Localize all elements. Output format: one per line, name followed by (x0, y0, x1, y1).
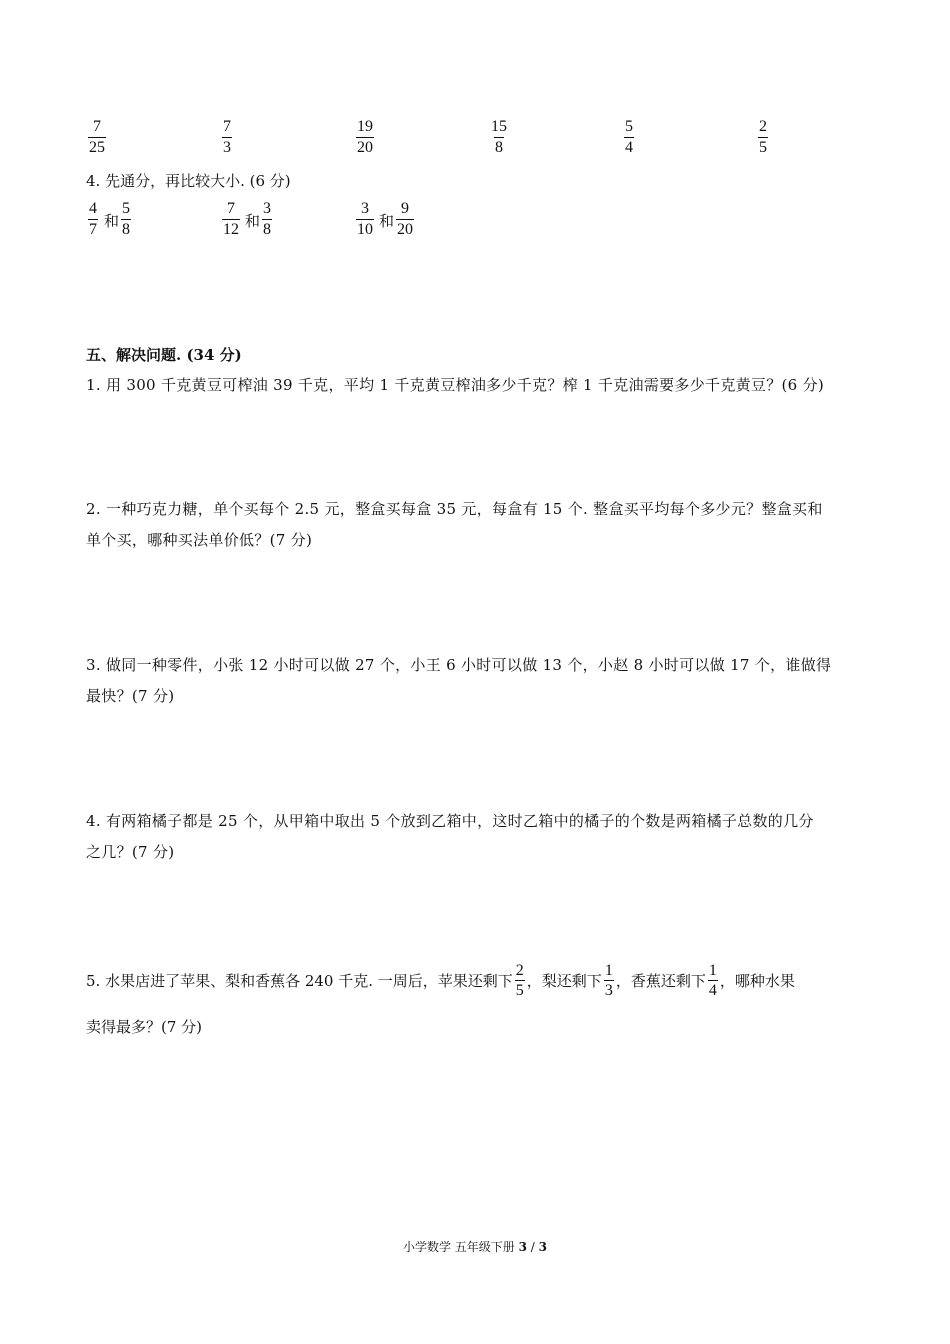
problem-5-fraction-3 (708, 962, 718, 999)
fraction-2 (222, 118, 232, 157)
q4-pair2-a (222, 200, 240, 239)
numerator: 3 (361, 200, 369, 217)
denominator: 20 (397, 221, 413, 238)
problem-3-line-1: 3. 做同一种零件，小张 12 小时可以做 27 个，小王 6 小时可以做 13 个，小赵 8 小时可以做 17 个，谁做得 (86, 656, 832, 674)
problem-4-line-2: 之几？(7 分) (86, 843, 175, 861)
problem-5-fraction-1 (515, 962, 525, 999)
footer-total: 3 (538, 1240, 548, 1254)
denominator: 12 (223, 221, 239, 238)
denominator: 5 (515, 982, 524, 999)
denominator: 25 (89, 139, 105, 156)
denominator: 4 (708, 982, 717, 999)
numerator: 4 (89, 200, 97, 217)
denominator: 8 (263, 221, 271, 238)
problem-5-fraction-2 (604, 962, 614, 999)
numerator: 2 (515, 962, 524, 979)
denominator: 3 (604, 982, 613, 999)
problem-1-line-1: 1. 用 300 千克黄豆可榨油 39 千克，平均 1 千克黄豆榨油多少千克？榨 1 千克油需要多少千克黄豆？(6 分) (86, 376, 825, 394)
fraction-1 (88, 118, 106, 157)
q4-pair1-a (88, 200, 98, 239)
problem-3-line-2: 最快？(7 分) (86, 687, 175, 705)
numerator: 7 (223, 118, 231, 135)
footer-separator: / (526, 1240, 539, 1254)
q4-title: 4. 先通分，再比较大小. (6 分) (86, 172, 291, 190)
problem-2-line-2: 单个买，哪种买法单价低？(7 分) (86, 531, 313, 549)
problem-2-line-1: 2. 一种巧克力糖，单个买每个 2.5 元，整盒买每盒 35 元，每盒有 15 个. 整盒买平均每个多少元？整盒买和 (86, 500, 823, 518)
footer-subject: 小学数学 五年级下册 (402, 1240, 519, 1254)
q4-pair1-b (121, 200, 131, 239)
q4-pair3-b (396, 200, 414, 239)
fraction-6 (758, 118, 768, 157)
problem-5-seg3: ，香蕉还剩下 (615, 972, 706, 990)
denominator: 3 (223, 139, 231, 156)
problem-3 (86, 650, 866, 712)
denominator: 5 (759, 139, 767, 156)
denominator: 10 (357, 221, 373, 238)
q4-connector-1: 和 (104, 212, 120, 230)
section-title: 五、解决问题. (34 分) (86, 346, 242, 364)
numerator: 19 (357, 118, 373, 135)
problem-4-line-1: 4. 有两箱橘子都是 25 个，从甲箱中取出 5 个放到乙箱中，这时乙箱中的橘子的个数是两箱橘子总数的几分 (86, 812, 814, 830)
q4-pair2-b (262, 200, 272, 239)
numerator: 7 (93, 118, 101, 135)
numerator: 5 (625, 118, 633, 135)
footer-page: 3 (518, 1240, 527, 1254)
denominator: 4 (625, 139, 633, 156)
problem-5-line-1 (86, 962, 795, 999)
problem-5-seg2: ，梨还剩下 (526, 972, 602, 990)
problem-5-seg4: ，哪种水果 (719, 972, 795, 990)
q4-pair3-a (356, 200, 374, 239)
problem-1 (86, 370, 866, 401)
problem-2 (86, 494, 866, 556)
numerator: 5 (122, 200, 130, 217)
denominator: 8 (122, 221, 130, 238)
problem-5-seg1: 5. 水果店进了苹果、梨和香蕉各 240 千克. 一周后，苹果还剩下 (86, 972, 513, 990)
numerator: 15 (491, 118, 507, 135)
denominator: 8 (495, 139, 503, 156)
numerator: 9 (401, 200, 409, 217)
problem-5-line-2: 卖得最多？(7 分) (86, 1018, 203, 1036)
numerator: 1 (604, 962, 613, 979)
numerator: 7 (227, 200, 235, 217)
denominator: 20 (357, 139, 373, 156)
page-footer (0, 1238, 950, 1255)
numerator: 2 (759, 118, 767, 135)
fraction-4 (490, 118, 508, 157)
fraction-3 (356, 118, 374, 157)
problem-4 (86, 806, 866, 868)
denominator: 7 (89, 221, 97, 238)
fraction-5 (624, 118, 634, 157)
numerator: 1 (708, 962, 717, 979)
numerator: 3 (263, 200, 271, 217)
q4-connector-3: 和 (379, 212, 395, 230)
q4-connector-2: 和 (245, 212, 261, 230)
